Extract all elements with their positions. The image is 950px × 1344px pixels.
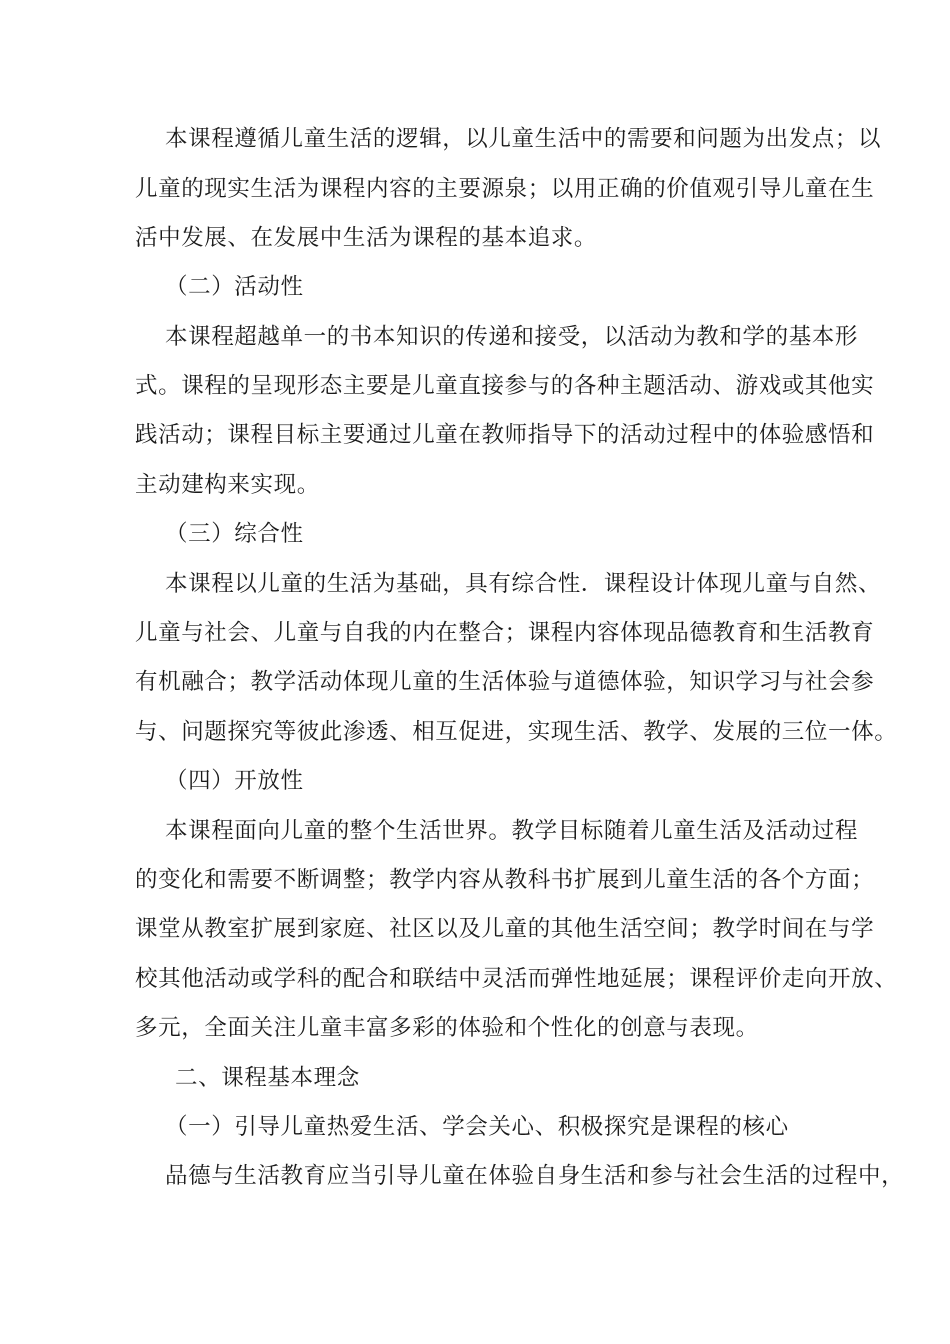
paragraph-line: 品德与生活教育应当引导儿童在体验自身生活和参与社会生活的过程中， — [165, 1163, 905, 1189]
paragraph-line: 本课程面向儿童的整个生活世界。教学目标随着儿童生活及活动过程 — [165, 818, 859, 844]
section-heading: （一）引导儿童热爱生活、学会关心、积极探究是课程的核心 — [165, 1114, 789, 1140]
paragraph-line: 的变化和需要不断调整；教学内容从教科书扩展到儿童生活的各个方面； — [135, 867, 875, 893]
section-heading: （二）活动性 — [165, 274, 304, 300]
paragraph-line: 式。课程的呈现形态主要是儿童直接参与的各种主题活动、游戏或其他实 — [135, 373, 875, 399]
paragraph-line: 本课程以儿童的生活为基础，具有综合性．课程设计体现儿童与自然、 — [165, 571, 882, 597]
paragraph-line: 儿童的现实生活为课程内容的主要源泉；以用正确的价值观引导儿童在生 — [135, 176, 875, 202]
paragraph-line: 有机融合；教学活动体现儿童的生活体验与道德体验，知识学习与社会参 — [135, 669, 875, 695]
paragraph-line: 主动建构来实现。 — [135, 472, 320, 498]
paragraph-line: 多元，全面关注儿童丰富多彩的体验和个性化的创意与表现。 — [135, 1015, 759, 1041]
paragraph-line: 本课程遵循儿童生活的逻辑，以儿童生活中的需要和问题为出发点；以 — [165, 126, 882, 152]
paragraph-line: 践活动；课程目标主要通过儿童在教师指导下的活动过程中的体验感悟和 — [135, 422, 875, 448]
paragraph-line: 校其他活动或学科的配合和联结中灵活而弹性地延展；课程评价走向开放、 — [135, 966, 898, 992]
section-heading: （三）综合性 — [165, 521, 304, 547]
paragraph-line: 课堂从教室扩展到家庭、社区以及儿童的其他生活空间；教学时间在与学 — [135, 916, 875, 942]
section-heading: （四）开放性 — [165, 768, 304, 794]
paragraph-line: 与、问题探究等彼此渗透、相互促进，实现生活、教学、发展的三位一体。 — [135, 719, 898, 745]
paragraph-line: 活中发展、在发展中生活为课程的基本追求。 — [135, 225, 598, 251]
chapter-heading: 二、课程基本理念 — [175, 1065, 360, 1091]
paragraph-line: 儿童与社会、儿童与自我的内在整合；课程内容体现品德教育和生活教育 — [135, 620, 875, 646]
paragraph-line: 本课程超越单一的书本知识的传递和接受，以活动为教和学的基本形 — [165, 324, 859, 350]
